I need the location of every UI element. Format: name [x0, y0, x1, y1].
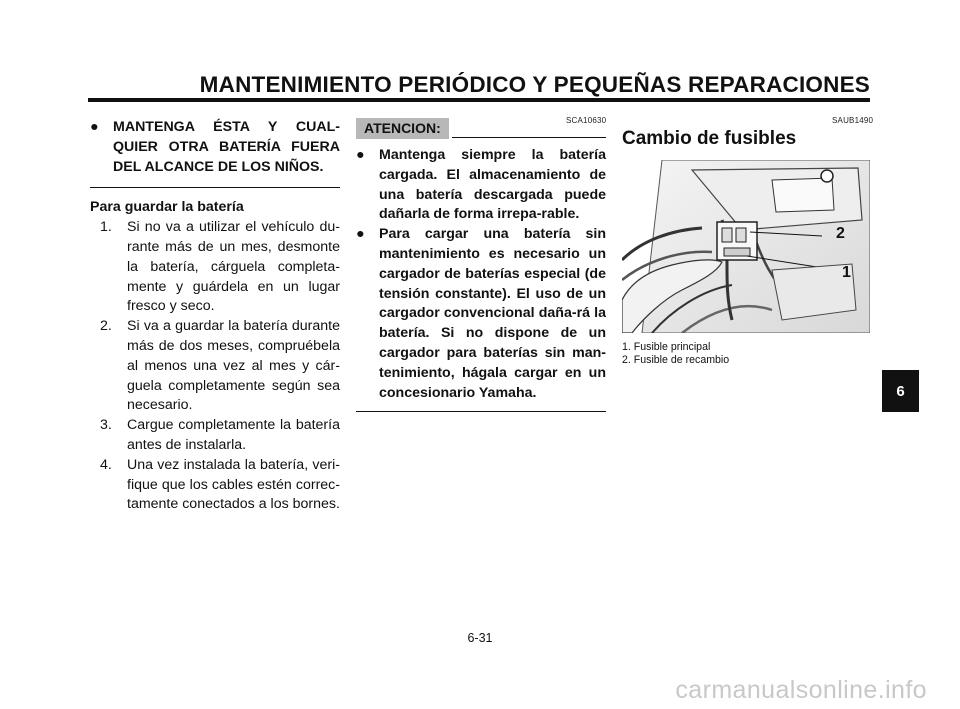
section-tab[interactable]: 6 [882, 370, 919, 412]
attention-header [356, 118, 606, 140]
storage-heading: Para guardar la batería [90, 199, 244, 216]
photo-captions [622, 341, 729, 366]
bullet-icon: ● [90, 119, 99, 135]
caption-1: 1. Fusible principal [622, 341, 711, 353]
right-column [622, 118, 870, 150]
middle-column [356, 118, 606, 412]
callout-2: 2 [836, 225, 845, 242]
attention-item: ● Para cargar una batería sin mantenimiento es necesario un cargador de baterías especial (de tensión constante). El uso de un cargador convencional daña-rá la batería. Si no dispone de un cargador para baterías sin man-tenimiento, hágala cargar en un concesionario Yamaha. [356, 226, 606, 401]
list-item: 2. Si va a guardar la batería durante más de dos meses, compruébela al menos una vez al mes y cár-guela completamente según sea necesario. [100, 318, 340, 414]
callout-1: 1 [842, 264, 851, 281]
header-rule [88, 98, 870, 102]
caption-2: 2. Fusible de recambio [622, 353, 730, 366]
section-divider [90, 187, 340, 188]
child-safety-warning [90, 118, 340, 177]
attention-badge: ATENCION: [356, 118, 449, 139]
warning-line-2: QUIER OTRA BATERÍA FUERA [113, 138, 340, 155]
bullet-icon: ● [356, 226, 365, 243]
page-header-title: MANTENIMIENTO PERIÓDICO Y PEQUEÑAS REPARACIONES [199, 72, 870, 97]
fuse-box-photo [622, 160, 870, 333]
warning-line-3: DEL ALCANCE DE LOS NIÑOS. [113, 158, 324, 175]
list-item: 4. Una vez instalada la batería, veri-fique que los cables estén correc-tamente conectados a los bornes. [100, 456, 340, 513]
page-header [88, 72, 870, 98]
list-item: 1. Si no va a utilizar el vehículo du-rante más de un mes, desmonte la batería, cárguela completa-mente y guárdela en un lugar fresco y seco. [100, 219, 340, 315]
attention-end-rule [356, 411, 606, 412]
bullet-icon: ● [356, 147, 365, 163]
section-ref-code: SAUB1490 [832, 116, 874, 125]
page-number: 6-31 [467, 631, 493, 645]
attention-rule [452, 137, 606, 138]
list-item: 3. Cargue completamente la batería antes de instalarla. [100, 417, 340, 453]
warning-line-1: MANTENGA ÉSTA Y CUAL- [113, 119, 340, 135]
attention-ref-code: SCA10630 [566, 116, 607, 125]
storage-steps-list [90, 218, 340, 515]
left-column [90, 118, 340, 515]
watermark: carmanualsonline.info [675, 676, 927, 704]
fuse-section-title: Cambio de fusibles [622, 128, 797, 149]
attention-item: ● Mantenga siempre la batería cargada. El almacenamiento de una batería descargada puede dañarla de forma irrepa-rable. [356, 147, 606, 223]
